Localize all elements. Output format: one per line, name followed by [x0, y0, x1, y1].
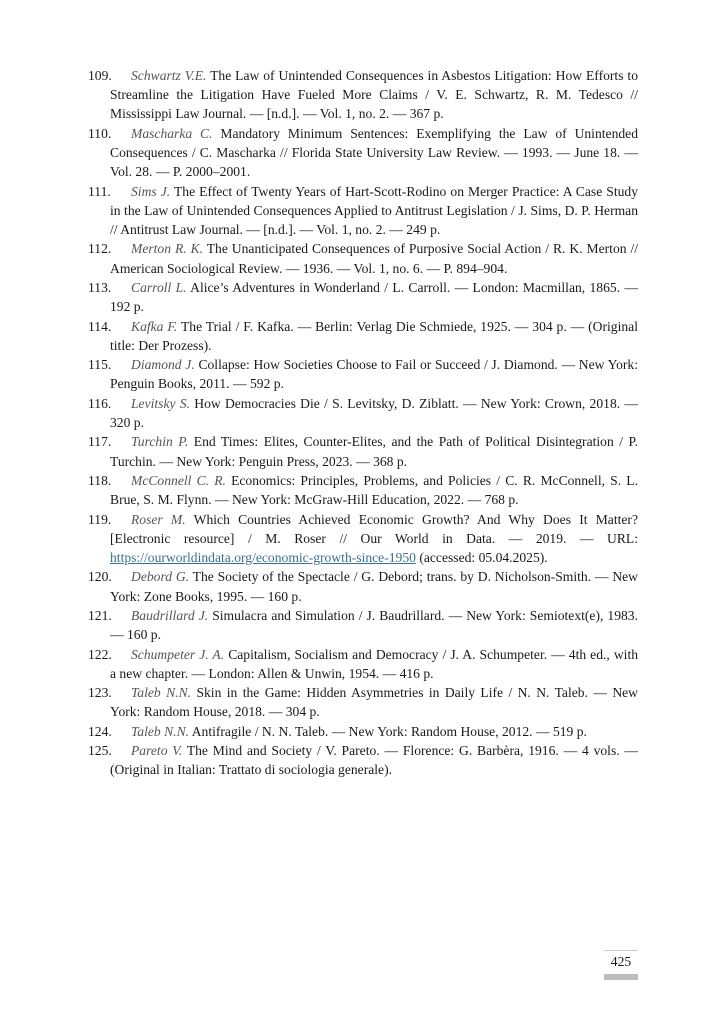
bib-entry: [88, 683, 638, 721]
bib-entry: [88, 317, 638, 355]
entry-author: Debord G.: [131, 569, 190, 585]
entry-number: 111.: [88, 183, 111, 199]
entry-author: Sims J.: [131, 183, 171, 199]
entry-text: Which Countries Achieved Economic Growth? And Why Does It Matter? [Electronic resource] / M. Roser // Our World in Data. — 2019. — URL:: [110, 511, 638, 546]
bib-entry: [88, 66, 638, 124]
entry-author: Schumpeter J. A.: [131, 646, 225, 662]
entry-author: Merton R. K.: [131, 241, 204, 257]
entry-text-after-link: (accessed: 05.04.2025).: [419, 549, 548, 565]
entry-number: 112.: [88, 241, 112, 257]
entry-author: Diamond J.: [131, 357, 195, 373]
entry-text: The Unanticipated Consequences of Purposive Social Action / R. K. Merton // American Sociological Review. — 1936. — Vol. 1, no. 6. — P. 894–904.: [110, 241, 639, 276]
entry-number: 117.: [88, 434, 112, 450]
footer-bar: [604, 974, 638, 980]
bib-entry: [88, 432, 638, 470]
bib-entry: [88, 239, 638, 277]
entry-text: The Society of the Spectacle / G. Debord; trans. by D. Nicholson-Smith. — New York: Zone Books, 1995. — 160 p.: [110, 569, 639, 604]
entry-author: Baudrillard J.: [131, 607, 209, 623]
entry-author: Schwartz V.E.: [131, 68, 207, 83]
entry-number: 115.: [88, 357, 112, 373]
bib-entry: [88, 182, 638, 240]
page-number: 425: [610, 954, 632, 969]
entry-number: 120.: [88, 569, 112, 585]
entry-number: 113.: [88, 279, 112, 295]
entry-text: The Effect of Twenty Years of Hart-Scott-Rodino on Merger Practice: A Case Study in the Law of Unintended Consequences Applied to Antitrust Legislation / J. Sims, D. P. Herman // Antitrust Law Journal. — [n.d.]. — Vol. 1, no. 2. — 249 p.: [110, 183, 639, 237]
entry-text: The Law of Unintended Consequences in Asbestos Litigation: How Efforts to Streamline the Litigation Have Fueled More Claims / V. E. Schwartz, R. M. Tedesco // Mississippi Law Journal. — [n.d.]. — Vol. 1, no. 2. — 367 p.: [110, 68, 638, 122]
entry-number: 109.: [88, 68, 112, 83]
entry-author: Turchin P.: [131, 434, 189, 450]
entry-number: 119.: [88, 511, 112, 527]
entry-number: 121.: [88, 607, 112, 623]
entry-number: 122.: [88, 646, 112, 662]
entry-author: McConnell C. R.: [131, 472, 226, 488]
entry-text: How Democracies Die / S. Levitsky, D. Ziblatt. — New York: Crown, 2018. — 320 p.: [110, 395, 638, 430]
entry-number: 124.: [88, 723, 112, 739]
bib-entry: [88, 606, 638, 644]
bib-entry: [88, 355, 638, 393]
entry-text: Capitalism, Socialism and Democracy / J. A. Schumpeter. — 4th ed., with a new chapter. — London: Allen & Unwin, 1954. — 416 p.: [110, 646, 639, 681]
page-footer: [604, 950, 638, 980]
bib-entry: [88, 567, 638, 605]
bib-entry: [88, 510, 638, 568]
entry-author: Taleb N.N.: [131, 685, 192, 701]
entry-text: Economics: Principles, Problems, and Policies / C. R. McConnell, S. L. Brue, S. M. Flynn. — New York: McGraw-Hill Education, 2022. — 768 p.: [110, 472, 638, 508]
entry-text: End Times: Elites, Counter-Elites, and the Path of Political Disintegration / P. Turchin. — New York: Penguin Press, 2023. — 368 p.: [110, 434, 638, 469]
entry-text: Collapse: How Societies Choose to Fail or Succeed / J. Diamond. — New York: Penguin Books, 2011. — 592 p.: [110, 357, 638, 392]
entry-number: 110.: [88, 125, 112, 141]
entry-author: Kafka F.: [131, 318, 178, 334]
entry-author: Carroll L.: [131, 279, 187, 295]
bib-entry: [88, 471, 638, 509]
bib-entry: [88, 722, 638, 741]
bib-entry: [88, 124, 638, 182]
url-link[interactable]: https://ourworldindata.org/economic-growth-since-1950: [110, 549, 416, 565]
bibliography-list: [88, 66, 638, 780]
entry-author: Taleb N.N.: [131, 723, 190, 739]
entry-text: The Trial / F. Kafka. — Berlin: Verlag Die Schmiede, 1925. — 304 p. — (Original title: Der Prozess).: [110, 318, 638, 353]
entry-author: Pareto V.: [131, 743, 183, 759]
bib-entry: [88, 741, 638, 779]
bib-entry: [88, 645, 638, 683]
entry-number: 125.: [88, 743, 112, 759]
entry-number: 114.: [88, 318, 112, 334]
entry-number: 123.: [88, 685, 112, 701]
entry-author: Roser M.: [131, 511, 186, 527]
footer-divider: [604, 950, 638, 951]
bib-entry: [88, 394, 638, 432]
entry-number: 116.: [88, 395, 112, 411]
entry-text: Simulacra and Simulation / J. Baudrillard. — New York: Semiotext(e), 1983. — 160 p.: [110, 607, 638, 643]
entry-author: Levitsky S.: [131, 395, 190, 411]
entry-text: The Mind and Society / V. Pareto. — Florence: G. Barbèra, 1916. — 4 vols. — (Original in Italian: Trattato di sociologia generale).: [110, 743, 639, 778]
entry-author: Mascharka C.: [131, 125, 213, 141]
entry-text: Mandatory Minimum Sentences: Exemplifying the Law of Unintended Consequences / C. Mascharka // Florida State University Law Review. — 1993. — June 18. — Vol. 28. — P. 2000–2001.: [110, 125, 638, 180]
bib-entry: [88, 278, 638, 316]
entry-number: 118.: [88, 472, 112, 488]
entry-text: Alice’s Adventures in Wonderland / L. Carroll. — London: Macmillan, 1865. — 192 p.: [110, 279, 639, 315]
entry-text: Skin in the Game: Hidden Asymmetries in Daily Life / N. N. Taleb. — New York: Random House, 2018. — 304 p.: [110, 685, 638, 720]
entry-text: Antifragile / N. N. Taleb. — New York: Random House, 2012. — 519 p.: [191, 723, 587, 739]
